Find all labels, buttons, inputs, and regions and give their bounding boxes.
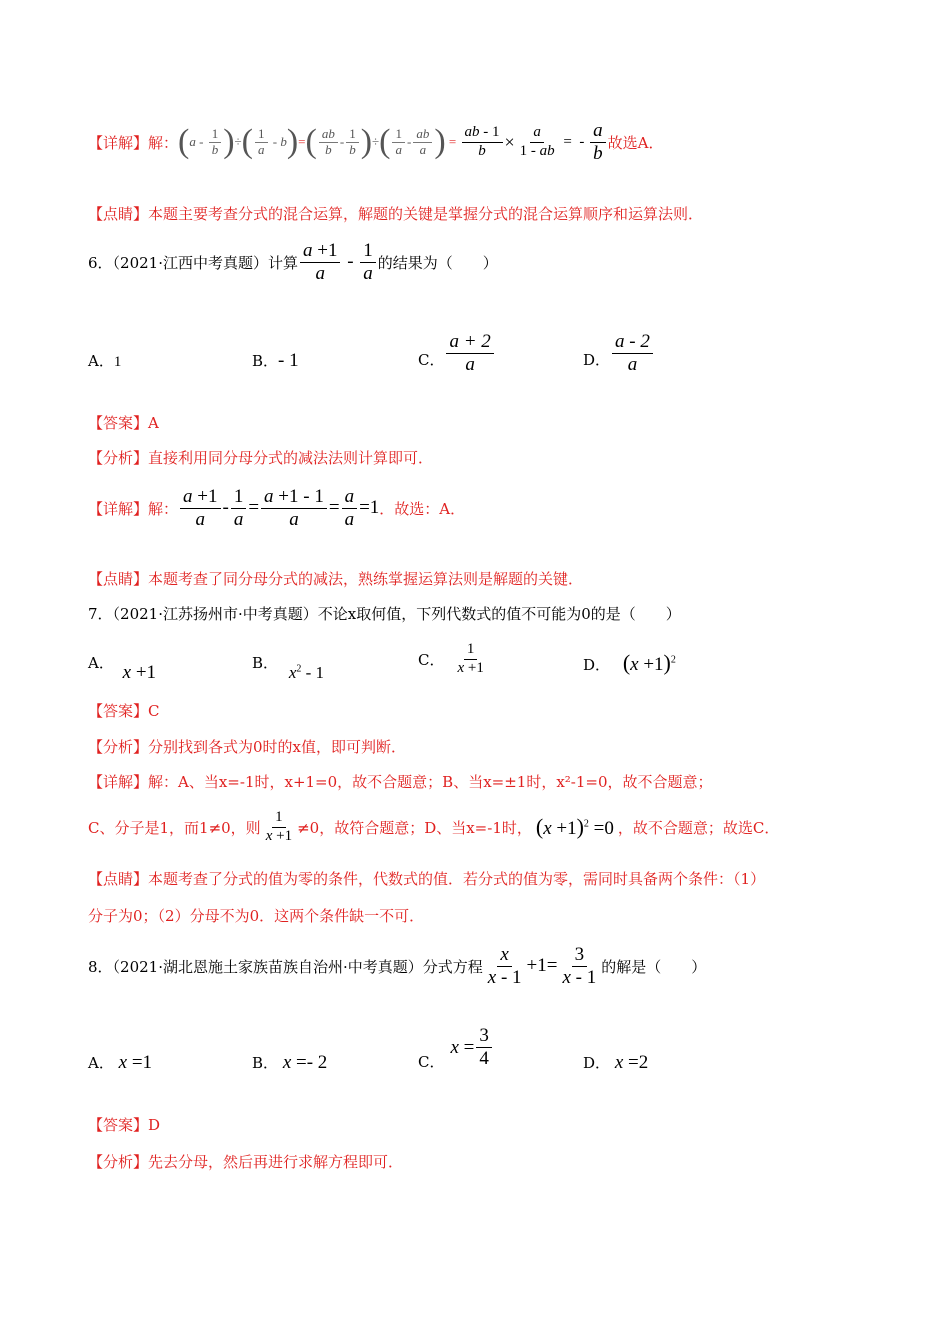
option-expr: $x^2 - 1$ — [288, 663, 325, 682]
comment-tag: 【点睛】 — [88, 570, 149, 588]
q6-analysis — [88, 447, 433, 468]
detail-tag: 【详解】 — [88, 133, 149, 152]
analysis-tag: 【分析】 — [88, 738, 149, 756]
q6-stem-formula: $\frac{a +1}{a}$ - $\frac{1}{a}$ — [298, 240, 378, 285]
q8-stem-suffix: 的解是（ ） — [601, 957, 707, 976]
answer-value: A — [148, 414, 159, 432]
detail-text-c: ，故不合题意；故选C． — [617, 818, 780, 837]
q5-comment — [88, 203, 703, 224]
detail-tag: 【详解】 — [88, 499, 149, 518]
option-expr: $(x +1)^2$ — [622, 650, 676, 675]
detail-text-a: C、分子是1，而1≠0，则 — [88, 818, 261, 837]
analysis-tag: 【分析】 — [88, 1153, 149, 1171]
option-den: a — [465, 354, 475, 376]
q6-stem-prefix: 6．（2021·江西中考真题）计算 — [88, 253, 298, 272]
analysis-text: 直接利用同分母分式的减法法则计算即可． — [148, 449, 434, 467]
q7-detail-line1 — [88, 771, 713, 792]
option-value: - 1 — [278, 350, 299, 371]
option-label: B． — [252, 1054, 279, 1072]
option-expr: x +1 — [122, 662, 157, 683]
q7-option-d[interactable] — [583, 650, 676, 676]
option-label: B． — [252, 654, 279, 672]
answer-tag: 【答案】 — [88, 1116, 149, 1134]
option-label: A． — [88, 352, 114, 370]
answer-value: D — [148, 1116, 161, 1134]
q6-option-b[interactable] — [252, 350, 299, 372]
detail-formula-2: $(x +1)^2 =0$ — [535, 814, 614, 839]
q6-detail — [88, 480, 465, 536]
detail-prefix: 解： — [148, 499, 179, 518]
option-num: a + 2 — [446, 331, 493, 354]
q5-formula: ( a - $\frac{1}{b}$ ) ÷ ( $\frac{1}{a}$ - b ) = ( $\frac{ab}{b}$ - $\frac{1}{b}$ ) ÷ ( $\frac{1}{a}$ - $\frac{ab}{a}$ ) — [178, 123, 446, 160]
q8-option-d[interactable] — [583, 1052, 648, 1074]
analysis-text: 分别找到各式为0时的x值，即可判断． — [148, 738, 407, 756]
q7-option-b[interactable] — [252, 652, 325, 682]
option-expr: x =2 — [614, 1052, 649, 1073]
option-den: a — [627, 354, 638, 376]
analysis-tag: 【分析】 — [88, 449, 149, 467]
option-expr: x =- 2 — [282, 1052, 328, 1073]
detail-suffix: ．故选：A． — [379, 499, 466, 518]
q5-formula-result: $\frac{ab - 1}{b}$ × $\frac{a}{1 - ab}$ = - $\frac{a}{b}$ — [460, 120, 608, 165]
q7-comment-line2: 分子为0；（2）分母不为0．这两个条件缺一不可． — [88, 907, 425, 925]
comment-tag: 【点睛】 — [88, 205, 149, 223]
q6-option-c[interactable] — [418, 320, 496, 376]
option-num: a - 2 — [612, 331, 653, 354]
option-label: C． — [418, 1053, 445, 1071]
q6-detail-formula: $\frac{a +1}{a}$ - $\frac{1}{a}$ = $\frac{a +1 - 1}{a}$ = $\frac{a}{a}$ =1 — [178, 486, 379, 531]
detail-formula: $\frac{1}{x +1}$ — [265, 809, 293, 844]
option-expr: $\frac{1}{x +1}$ — [457, 641, 484, 676]
q7-analysis — [88, 736, 406, 757]
option-expr: x = $\frac{3}{4}$ — [450, 1025, 493, 1070]
option-label: A． — [88, 1054, 114, 1072]
q7-detail-line2 — [88, 802, 779, 852]
q7-answer — [88, 700, 160, 721]
q6-answer — [88, 412, 159, 433]
q6-stem — [88, 236, 498, 288]
q6-option-a[interactable] — [88, 350, 121, 371]
option-label: C． — [418, 650, 445, 669]
q8-stem-prefix: 8．（2021·湖北恩施土家族苗族自治州·中考真题）分式方程 — [88, 957, 483, 976]
detail-text: 解：A、当x=-1时，x+1=0，故不合题意；B、当x=±1时，x²-1=0，故不合题意； — [148, 773, 713, 791]
option-label: B． — [252, 352, 279, 370]
q8-option-c[interactable] — [418, 1026, 494, 1076]
comment-tag: 【点睛】 — [88, 870, 149, 888]
q7-option-a[interactable] — [88, 652, 157, 683]
q7-option-c[interactable] — [418, 636, 489, 682]
comment-text: 本题考查了分式的值为零的条件，代数式的值．若分式的值为零，需同时具备两个条件：（1） — [148, 870, 766, 888]
option-label: C． — [418, 351, 445, 369]
detail-prefix: 解： — [148, 133, 179, 152]
comment-text: 本题考查了同分母分式的减法，熟练掌握运算法则是解题的关键． — [148, 570, 584, 588]
option-expr: x =1 — [118, 1052, 153, 1073]
q8-option-b[interactable] — [252, 1052, 327, 1074]
analysis-text: 先去分母，然后再进行求解方程即可． — [148, 1153, 404, 1171]
option-label: A． — [88, 654, 114, 672]
q8-analysis — [88, 1151, 403, 1172]
answer-value: C — [148, 702, 160, 720]
q8-stem-formula: $\frac{x}{x - 1}$ +1= $\frac{3}{x - 1}$ — [487, 943, 597, 988]
q5-detail-line: 【详解】 解： ( a - $\frac{1}{b}$ ) ÷ ( $\frac{1}{a}$ - b ) = ( $\frac{ab}{b}$ - $\frac{1}{b}$ ) ÷ ( $\frac{1}{a}$ - $\frac{ab}{a}$ ) = $\frac{ab - 1}{b}$ × $\frac{a}{1 - ab}$ = - $\frac{a}{b}$ 故选A． — [88, 119, 664, 164]
option-label: D． — [583, 656, 611, 674]
detail-tag: 【详解】 — [88, 773, 149, 791]
answer-tag: 【答案】 — [88, 702, 149, 720]
detail-text-b: ≠0，故符合题意；D、当x=-1时， — [297, 818, 532, 837]
option-value: 1 — [113, 354, 122, 370]
option-label: D． — [583, 1054, 611, 1072]
q8-option-a[interactable] — [88, 1052, 152, 1074]
option-label: D． — [583, 351, 611, 369]
q8-answer — [88, 1114, 160, 1135]
detail-suffix: 故选A． — [607, 133, 664, 152]
q6-comment — [88, 568, 583, 589]
q6-option-d[interactable] — [583, 320, 655, 376]
q8-stem — [88, 938, 706, 994]
comment-text: 本题主要考查分式的混合运算，解题的关键是掌握分式的混合运算顺序和运算法则． — [148, 205, 704, 223]
q7-stem: 7．（2021·江苏扬州市·中考真题）不论x取何值，下列代数式的值不可能为0的是（ ） — [88, 605, 681, 623]
q7-comment-line1 — [88, 868, 765, 889]
q6-stem-suffix: 的结果为（ ） — [377, 253, 498, 272]
answer-tag: 【答案】 — [88, 414, 149, 432]
